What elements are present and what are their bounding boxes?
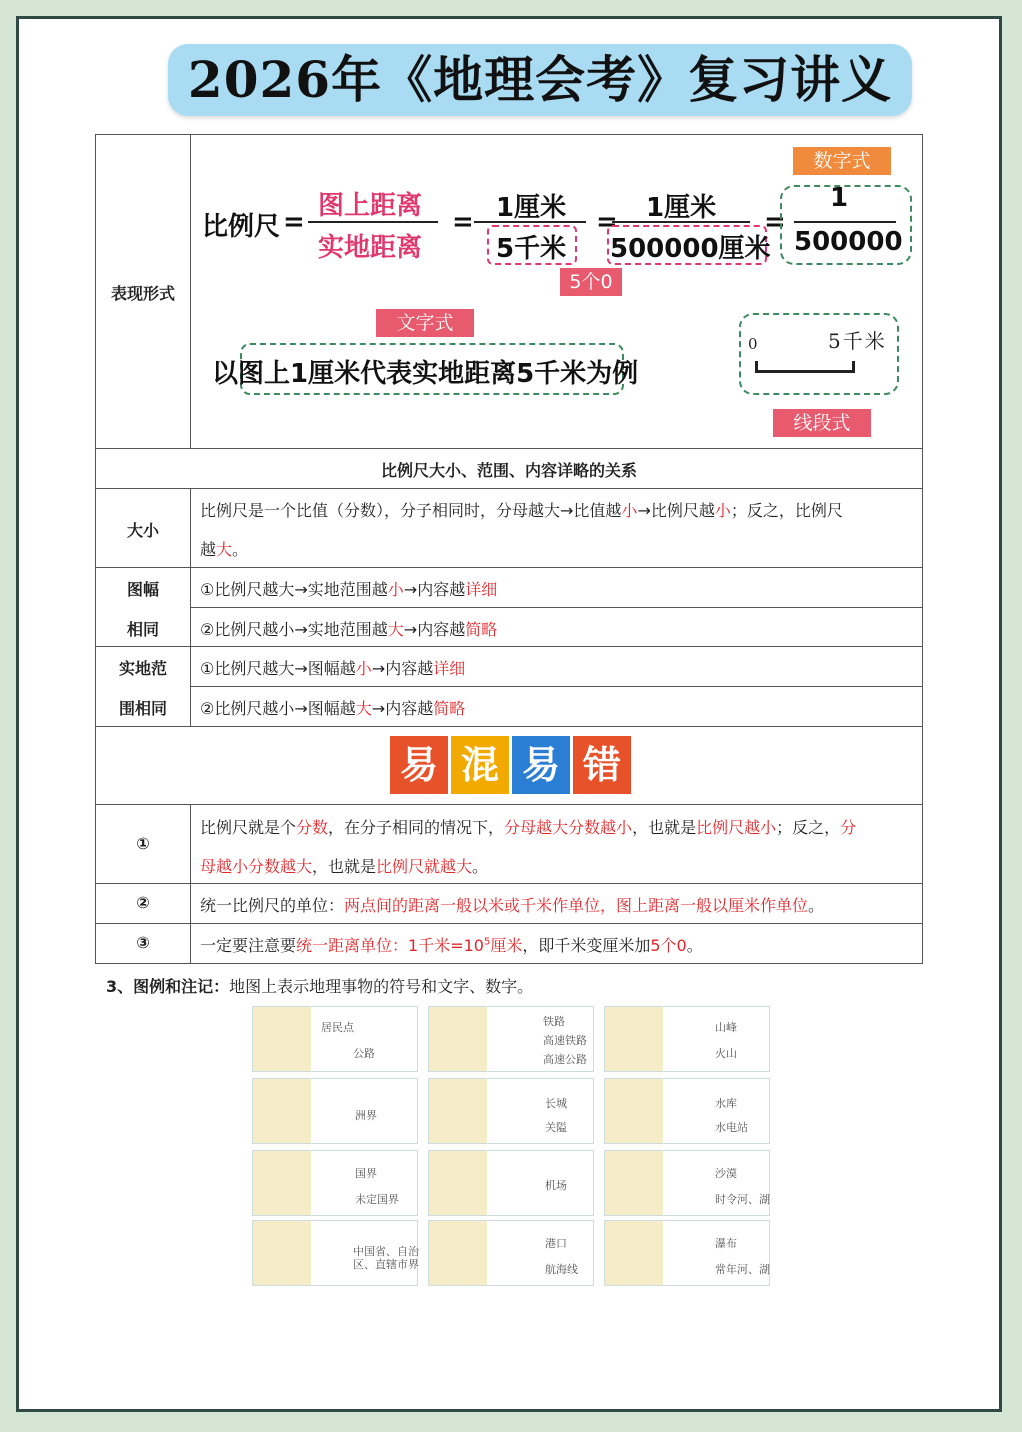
- legend-text: 沙漠: [715, 1167, 737, 1180]
- text: ，即千米变厘米加: [522, 936, 651, 955]
- legend-text: 港口: [545, 1237, 567, 1250]
- size-label: 大小: [126, 521, 159, 540]
- highlight: 两点间的距离一般以米或千米作单位，图上距离一般以厘米作单位: [344, 896, 809, 915]
- mistake1-label: ①: [136, 834, 150, 853]
- text: ，也就是: [312, 857, 377, 876]
- legend-text: 洲界: [355, 1109, 377, 1122]
- text: ②比例尺越小→实地范围越: [200, 620, 388, 639]
- highlight: 分母越大分数越小: [504, 818, 633, 837]
- five-zeros-tag: 5个0: [560, 268, 622, 296]
- highlight: 5个0: [650, 936, 687, 955]
- scale-lhs: 比例尺: [202, 212, 281, 242]
- area-rule-2: [200, 696, 465, 719]
- col-divider: [190, 488, 191, 726]
- col-divider: [190, 804, 191, 964]
- legend-text: 常年河、湖: [715, 1263, 770, 1276]
- bar-zero: 0: [748, 335, 758, 353]
- bar-form-tag: 线段式: [773, 409, 871, 437]
- text: →比例尺越: [637, 501, 715, 520]
- highlight: 大: [216, 540, 233, 559]
- row-divider: [96, 923, 922, 924]
- map-swatch: [429, 1079, 487, 1143]
- map-swatch: [429, 1221, 487, 1285]
- highlight: 简略: [433, 699, 466, 718]
- legend-grid: [252, 1006, 772, 1286]
- area-label-2: 围相同: [118, 699, 167, 718]
- text: ①比例尺越大→图幅越: [200, 659, 356, 678]
- legend-text: 关隘: [545, 1121, 567, 1134]
- bar-distance-label: 5千米: [828, 329, 887, 353]
- numeric-form-tag: 数字式: [793, 147, 891, 175]
- equals-sign: =: [764, 207, 786, 237]
- row-divider: [96, 488, 922, 489]
- fraction2-denominator: 5千米: [496, 234, 567, 264]
- highlight: 详细: [465, 580, 498, 599]
- mistake1-line2: [200, 854, 488, 877]
- row-divider: [96, 646, 922, 647]
- highlight: 分数: [296, 818, 329, 837]
- text: →内容越: [403, 580, 466, 599]
- text: ；反之，: [776, 818, 841, 837]
- fraction4-numerator: 1: [830, 183, 849, 213]
- text: 比例尺是一个比值（分数），分子相同时，分母越大→比值越: [200, 501, 622, 520]
- legend-desert-seasonal: [604, 1150, 770, 1216]
- text: 统一比例尺的单位：: [200, 896, 345, 915]
- fraction1-bar: [308, 221, 438, 223]
- legend-text: 国界: [355, 1167, 377, 1180]
- row-divider: [96, 726, 922, 727]
- legend-text: 航海线: [545, 1263, 578, 1276]
- equals-sign: =: [452, 207, 474, 237]
- text: 。: [232, 540, 249, 559]
- text: →内容越: [371, 659, 434, 678]
- mistake2-text: [200, 893, 824, 916]
- legend-continent-boundary: [252, 1078, 418, 1144]
- section-text: 地图上表示地理事物的符号和文字、数字。: [229, 977, 534, 996]
- highlight: 母越小分数越大: [200, 857, 313, 876]
- text: 一定要注意要: [200, 936, 297, 955]
- fraction4-bar: [794, 221, 896, 223]
- row-divider: [190, 686, 922, 687]
- text: →内容越: [371, 699, 434, 718]
- section3-heading: [106, 974, 533, 997]
- map-swatch: [605, 1221, 663, 1285]
- mistake3-text: [200, 933, 703, 956]
- legend-text: 区、直辖市界: [353, 1258, 419, 1271]
- fraction1-numerator: 图上距离: [318, 191, 423, 221]
- legend-text: 居民点: [321, 1021, 354, 1034]
- mistake3-label: ③: [136, 933, 150, 952]
- mistake2-label: ②: [136, 893, 150, 912]
- area-rule-1: [200, 656, 465, 679]
- legend-text: 公路: [353, 1047, 375, 1060]
- map-swatch: [605, 1079, 663, 1143]
- highlight: 统一距离单位：1千米=10: [296, 936, 484, 955]
- row-divider: [190, 607, 922, 608]
- highlight: 大: [355, 699, 372, 718]
- row-divider: [96, 804, 922, 805]
- text-form: 以图上1厘米代表实地距离5千米为例: [212, 359, 639, 389]
- section-number: 3、图例和注记：: [106, 977, 230, 996]
- text: 。: [686, 936, 703, 955]
- size-line1: [200, 498, 843, 521]
- page-title: 2026年《地理会考》复习讲义: [187, 50, 893, 109]
- highlight: 简略: [465, 620, 498, 639]
- map-swatch: [253, 1079, 311, 1143]
- legend-text: 水库: [715, 1097, 737, 1110]
- legend-text: 瀑布: [715, 1237, 737, 1250]
- frame-label-1: 图幅: [126, 580, 159, 599]
- fraction3-denominator: 500000厘米: [610, 234, 771, 264]
- relation-header: 比例尺大小、范围、内容详略的关系: [380, 461, 637, 480]
- equals-sign: =: [596, 207, 618, 237]
- frame-label-2: 相同: [126, 620, 159, 639]
- text-form-tag: 文字式: [376, 309, 474, 337]
- row-divider: [96, 883, 922, 884]
- legend-settlement-road: [252, 1006, 418, 1072]
- main-table: [95, 134, 923, 964]
- fraction3-numerator: 1厘米: [646, 193, 717, 223]
- col-divider: [190, 135, 191, 448]
- frame-rule-2: [200, 617, 497, 640]
- legend-text: 山峰: [715, 1021, 737, 1034]
- map-swatch: [605, 1151, 663, 1215]
- map-swatch: [429, 1007, 487, 1071]
- highlight: 厘米: [490, 936, 523, 955]
- legend-text: 铁路: [543, 1015, 565, 1028]
- fraction2-numerator: 1厘米: [496, 193, 567, 223]
- equals-sign: =: [283, 207, 305, 237]
- text: ，在分子相同的情况下，: [328, 818, 505, 837]
- map-swatch: [253, 1007, 311, 1071]
- legend-text: 长城: [545, 1097, 567, 1110]
- legend-text: 火山: [715, 1047, 737, 1060]
- legend-text: 未定国界: [355, 1193, 399, 1206]
- legend-airport: [428, 1150, 594, 1216]
- map-swatch: [253, 1151, 311, 1215]
- text: ②比例尺越小→图幅越: [200, 699, 356, 718]
- size-line2: [200, 537, 248, 560]
- legend-national-border: [252, 1150, 418, 1216]
- mistake-tile-3: 易: [512, 736, 570, 794]
- legend-peak-volcano: [604, 1006, 770, 1072]
- highlight: 小: [621, 501, 638, 520]
- map-swatch: [429, 1151, 487, 1215]
- mistake-tile-1: 易: [390, 736, 448, 794]
- legend-port-shipping: [428, 1220, 594, 1286]
- legend-waterfall-perennial: [604, 1220, 770, 1286]
- text: 。: [808, 896, 825, 915]
- fraction1-denominator: 实地距离: [318, 233, 423, 263]
- text: 。: [472, 857, 489, 876]
- legend-text: 高速公路: [543, 1053, 587, 1066]
- frame-rule-1: [200, 577, 497, 600]
- mistake-tile-4: 错: [573, 736, 631, 794]
- mistake1-line1: [200, 815, 856, 838]
- legend-text: 水电站: [715, 1121, 748, 1134]
- row-divider: [96, 567, 922, 568]
- expression-label: 表现形式: [110, 284, 175, 303]
- legend-provincial-border: [252, 1220, 418, 1286]
- text: ①比例尺越大→实地范围越: [200, 580, 388, 599]
- highlight: 大: [387, 620, 404, 639]
- row-divider: [96, 448, 922, 449]
- fraction2-bar: [474, 221, 586, 223]
- legend-wall-pass: [428, 1078, 594, 1144]
- legend-railways: [428, 1006, 594, 1072]
- legend-text: 时令河、湖: [715, 1193, 770, 1206]
- text: 比例尺就是个: [200, 818, 297, 837]
- legend-text: 中国省、自治: [353, 1245, 419, 1258]
- superscript: 5: [483, 936, 491, 948]
- highlight: 比例尺就越大: [376, 857, 473, 876]
- highlight: 小: [355, 659, 372, 678]
- fraction3-bar: [612, 221, 750, 223]
- legend-text: 高速铁路: [543, 1034, 587, 1047]
- fraction4-denominator: 500000: [794, 227, 903, 257]
- map-swatch: [253, 1221, 311, 1285]
- scale-bar: [755, 361, 855, 373]
- title-banner: [168, 44, 912, 116]
- mistake-tile-2: 混: [451, 736, 509, 794]
- highlight: 分: [840, 818, 857, 837]
- legend-text: 机场: [545, 1179, 567, 1192]
- highlight: 小: [387, 580, 404, 599]
- area-label-1: 实地范: [118, 659, 167, 678]
- map-swatch: [605, 1007, 663, 1071]
- text: ；反之，比例尺: [730, 501, 843, 520]
- text: →内容越: [403, 620, 466, 639]
- text: ，也就是: [632, 818, 697, 837]
- highlight: 比例尺越小: [696, 818, 777, 837]
- highlight: 详细: [433, 659, 466, 678]
- highlight: 小: [714, 501, 731, 520]
- legend-reservoir-hydro: [604, 1078, 770, 1144]
- text: 越: [200, 540, 217, 559]
